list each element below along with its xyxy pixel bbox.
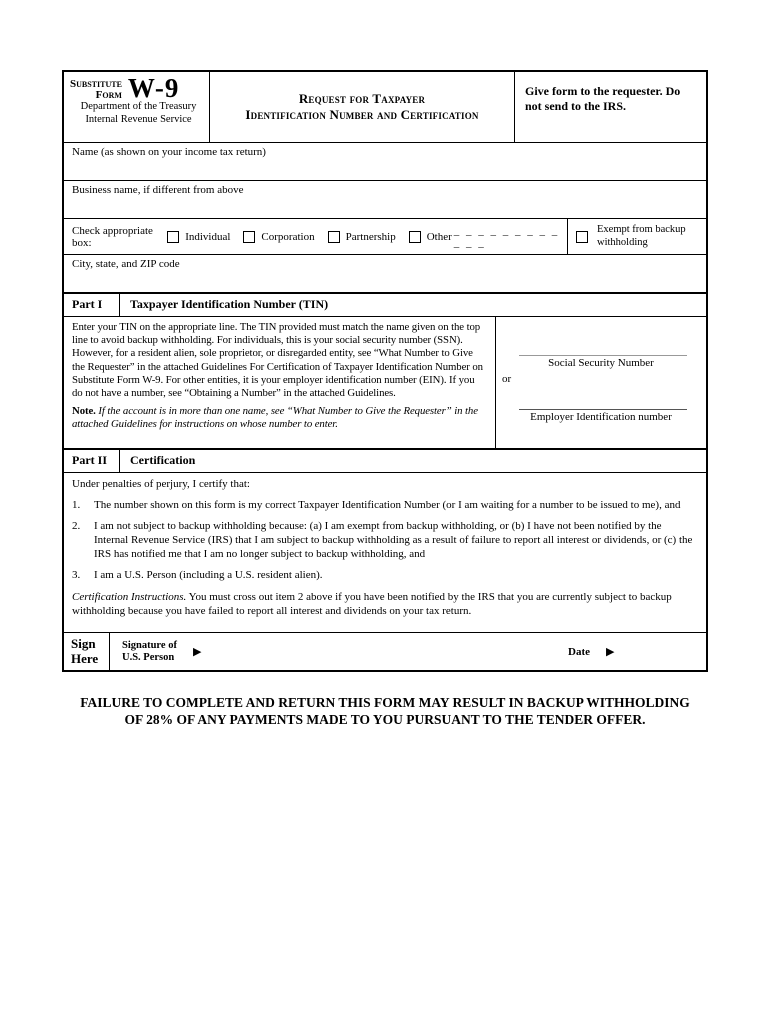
other-label: Other bbox=[426, 230, 452, 243]
business-name-field-label: Business name, if different from above bbox=[72, 184, 244, 196]
part1-note bbox=[72, 405, 485, 431]
form-title-line2: Identification Number and Certification bbox=[245, 107, 479, 122]
part1-header-row bbox=[64, 292, 706, 316]
form-header-row bbox=[64, 72, 706, 142]
individual-checkbox[interactable] bbox=[167, 231, 179, 243]
date-input-line[interactable] bbox=[614, 633, 734, 670]
certification-instructions-label: Certification Instructions. bbox=[72, 591, 187, 603]
form-word: Form bbox=[95, 89, 122, 101]
ein-label: Employer Identification number bbox=[530, 411, 672, 423]
name-field-input[interactable] bbox=[64, 158, 706, 180]
certification-instructions bbox=[72, 590, 698, 618]
part1-label: Part I bbox=[72, 297, 103, 311]
corporation-checkbox[interactable] bbox=[243, 231, 255, 243]
item1-number: 1. bbox=[72, 499, 81, 511]
other-checkbox[interactable] bbox=[409, 231, 421, 243]
part1-paragraph: Enter your TIN on the appropriate line. The TIN provided must match the name given on the top line to avoid backup withholding. For individuals, this is your social security number (SSN). However, for a resident alien, sole proprietor, or disregarded entity, see “What Number to Give the Requester” in the attached Guidelines For Certification of Taxpayer Identification Number on Substitute Form W-9. For other entities, it is your employer identification number (EIN). If you do not have a number, see “Obtaining a Number” in the attached Guidelines. bbox=[72, 321, 483, 400]
item2-text: I am not subject to backup withholding because: (a) I am exempt from backup withholding, or (b) I have not been notified by the Internal Revenue Service (IRS) that I am subject to backup withholding as a result of failure to report all interest or dividends, or (c) the IRS has notified me that I am no longer subject to backup withholding, and bbox=[94, 520, 693, 560]
backup-withholding-warning bbox=[0, 694, 770, 728]
entity-type-options bbox=[64, 219, 567, 254]
item3-text: I am a U.S. Person (including a U.S. resident alien). bbox=[94, 569, 323, 581]
part1-title: Taxpayer Identification Number (TIN) bbox=[119, 294, 706, 316]
signature-input-line[interactable] bbox=[201, 633, 471, 670]
signature-arrow-icon: ▶ bbox=[192, 646, 202, 658]
check-appropriate-box-label: Check appropriate box: bbox=[72, 224, 153, 249]
tin-entry-cell bbox=[495, 317, 706, 448]
part2-title: Certification bbox=[119, 450, 706, 472]
part2-header-row bbox=[64, 448, 706, 472]
signature-caption bbox=[122, 640, 177, 663]
warning-line2: OF 28% OF ANY PAYMENTS MADE TO YOU PURSUANT TO THE TENDER OFFER. bbox=[124, 712, 646, 727]
business-name-field-row bbox=[64, 180, 706, 218]
form-number: W-9 bbox=[127, 73, 180, 103]
signature-caption-line1: Signature of bbox=[122, 640, 177, 651]
note-text: If the account is in more than one name, see “What Number to Give the Requester” in the attached Guidelines for instructions on whose number to enter. bbox=[72, 405, 478, 431]
exempt-checkbox[interactable] bbox=[576, 231, 588, 243]
signature-area bbox=[109, 633, 706, 670]
sign-word: Sign bbox=[71, 636, 96, 651]
name-field-label: Name (as shown on your income tax return) bbox=[72, 146, 266, 158]
item1-text: The number shown on this form is my correct Taxpayer Identification Number (or I am waiting for a number to be issued to me), and bbox=[94, 499, 681, 511]
certification-item-2 bbox=[72, 519, 698, 561]
other-specify-input[interactable]: _ _ _ _ _ _ _ _ _ _ _ _ bbox=[453, 224, 560, 249]
form-title-cell bbox=[209, 72, 514, 142]
business-name-field-input[interactable] bbox=[64, 196, 706, 218]
substitute-word: Substitute bbox=[70, 78, 122, 90]
sign-here-label bbox=[64, 633, 109, 670]
part1-instructions bbox=[64, 317, 495, 448]
date-arrow-icon: ▶ bbox=[606, 646, 615, 658]
requester-note: Give form to the requester. Do not send to the IRS. bbox=[514, 72, 706, 142]
part1-body-row bbox=[64, 316, 706, 448]
w9-form bbox=[62, 70, 708, 672]
ein-input-line[interactable] bbox=[519, 409, 687, 410]
city-state-zip-label: City, state, and ZIP code bbox=[72, 258, 180, 270]
substitute-form-block bbox=[70, 73, 207, 103]
form-id-cell bbox=[64, 72, 209, 142]
city-state-zip-row bbox=[64, 254, 706, 292]
entity-type-row bbox=[64, 218, 706, 254]
note-label: Note. bbox=[72, 405, 96, 418]
item2-number: 2. bbox=[72, 520, 81, 532]
date-group bbox=[568, 633, 734, 670]
corporation-label: Corporation bbox=[261, 230, 315, 243]
part2-label: Part II bbox=[72, 453, 107, 467]
certification-intro: Under penalties of perjury, I certify that: bbox=[72, 478, 250, 490]
certification-item-1 bbox=[72, 498, 698, 512]
option-individual bbox=[167, 231, 230, 243]
sign-here-row bbox=[64, 632, 706, 670]
city-state-zip-input[interactable] bbox=[64, 270, 706, 292]
ssn-input-line[interactable] bbox=[519, 355, 687, 356]
dept-treasury-label: Department of the Treasury bbox=[80, 101, 197, 112]
certification-instructions-text: You must cross out item 2 above if you have been notified by the IRS that you are currently subject to backup withholding because you have failed to report all interest and dividends on your tax return. bbox=[72, 591, 672, 617]
part2-body-row bbox=[64, 472, 706, 632]
date-label: Date bbox=[568, 645, 590, 658]
item3-number: 3. bbox=[72, 569, 81, 581]
signature-caption-line2: U.S. Person bbox=[122, 651, 175, 663]
certification-item-3 bbox=[72, 568, 698, 582]
ssn-label: Social Security Number bbox=[548, 357, 654, 369]
individual-label: Individual bbox=[185, 230, 231, 243]
exempt-label: Exempt from backup withholding bbox=[597, 224, 686, 248]
or-label: or bbox=[502, 373, 512, 385]
here-word: Here bbox=[71, 651, 99, 666]
name-field-row bbox=[64, 142, 706, 180]
warning-line1: FAILURE TO COMPLETE AND RETURN THIS FORM MAY RESULT IN BACKUP WITHHOLDING bbox=[80, 695, 690, 710]
partnership-checkbox[interactable] bbox=[328, 231, 340, 243]
substitute-form-label bbox=[70, 76, 122, 101]
option-other bbox=[409, 231, 452, 243]
irs-label: Internal Revenue Service bbox=[85, 113, 192, 125]
exempt-backup-withholding-cell bbox=[567, 219, 706, 254]
partnership-label: Partnership bbox=[345, 230, 396, 243]
form-title-line1: Request for Taxpayer bbox=[298, 91, 426, 106]
option-corporation bbox=[243, 231, 314, 243]
option-partnership bbox=[328, 231, 396, 243]
